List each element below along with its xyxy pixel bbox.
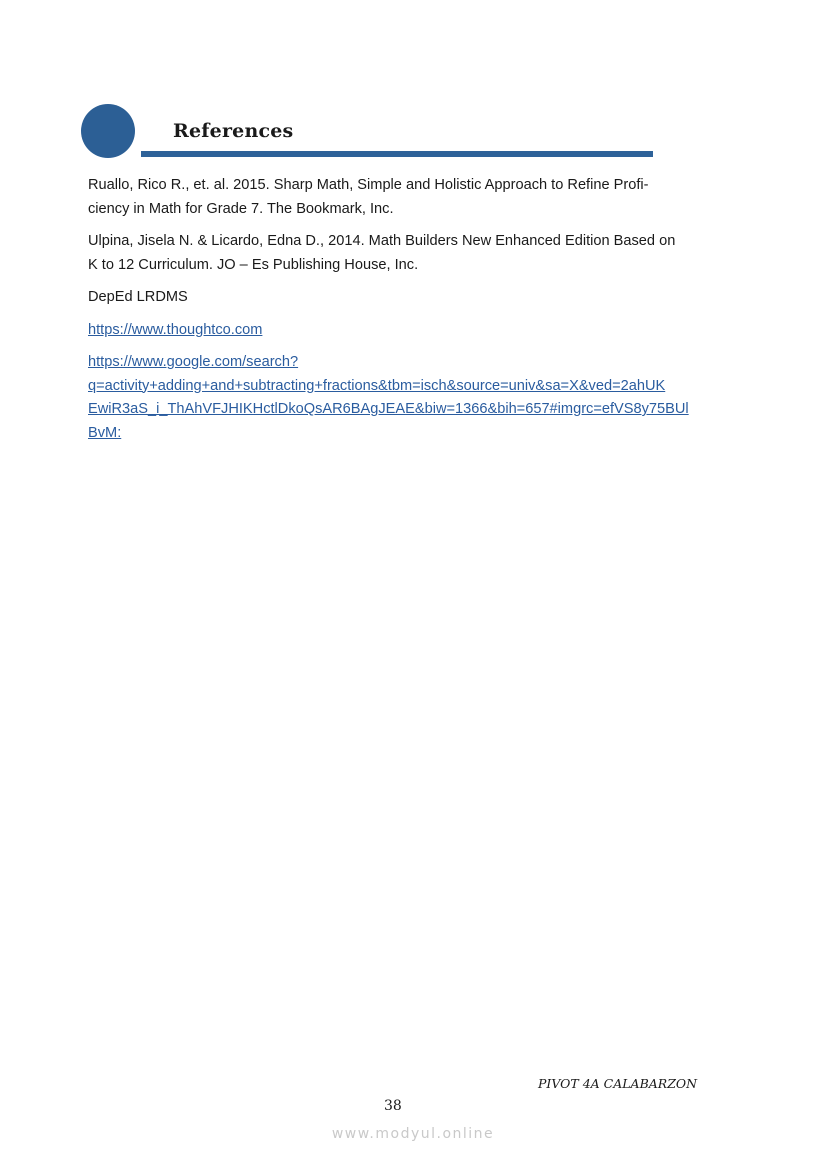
reference-line: DepEd LRDMS	[88, 289, 188, 305]
footer-label: PIVOT 4A CALABARZON	[538, 1076, 698, 1091]
reference-link-item	[88, 351, 698, 445]
reference-line: ciency in Math for Grade 7. The Bookmark, Inc.	[88, 200, 394, 217]
thoughtco-link[interactable]: https://www.thoughtco.com	[88, 321, 263, 338]
heading-underline-rule	[141, 151, 653, 157]
reference-item	[88, 174, 698, 221]
link-line[interactable]: EwiR3aS_i_ThAhVFJHIKHctlDkoQsAR6BAgJEAE&biw=1366&bih=657#imgrc=efVS8y75BUl	[88, 401, 689, 417]
page-number: 38	[384, 1098, 402, 1114]
reference-line: K to 12 Curriculum. JO – Es Publishing House, Inc.	[88, 256, 419, 273]
reference-line: Ruallo, Rico R., et. al. 2015. Sharp Math, Simple and Holistic Approach to Refine Profi-	[88, 177, 649, 193]
link-line[interactable]: q=activity+adding+and+subtracting+fractions&tbm=isch&source=univ&sa=X&ved=2ahUK	[88, 377, 666, 394]
watermark: www.modyul.online	[331, 1126, 495, 1142]
link-line[interactable]: https://www.google.com/search?	[88, 354, 299, 370]
reference-item	[88, 230, 698, 277]
reference-link-item	[88, 319, 698, 343]
heading-circle-decoration	[81, 104, 135, 158]
google-search-link[interactable]	[88, 351, 698, 445]
link-line[interactable]: BvM:	[88, 424, 122, 441]
reference-line: Ulpina, Jisela N. & Licardo, Edna D., 2014. Math Builders New Enhanced Edition Based on	[88, 233, 676, 249]
references-list	[88, 174, 698, 454]
page-title: References	[173, 120, 294, 142]
reference-item	[88, 286, 698, 310]
